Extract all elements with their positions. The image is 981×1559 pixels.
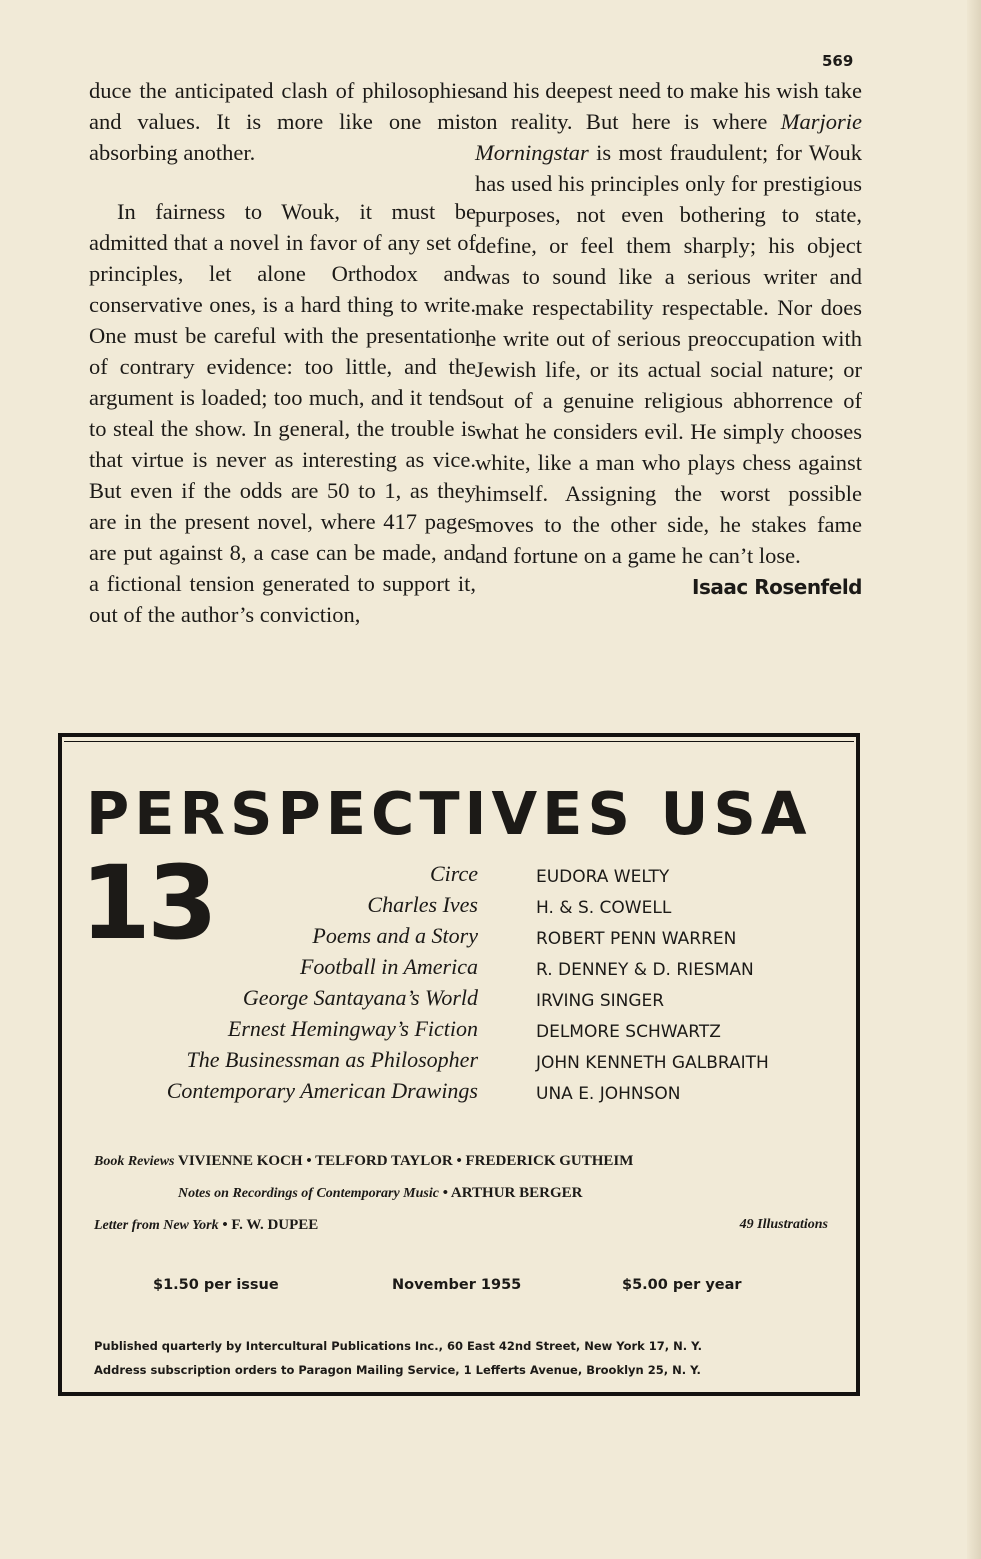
- contents-title: Contemporary American Drawings: [166, 1078, 478, 1103]
- letter-line: [94, 1217, 318, 1234]
- article-paragraph: In fairness to Wouk, it must be admitted that a novel in favor of any set of principles, let alone Orthodox and conservative ones, is a hard thing to write. One must be careful with the presentation of contrary evidence: too little, and the argument is loaded; too much, and it tends to steal the show. In general, the trouble is that virtue is never as interesting as vice. But even if the odds are 50 to 1, as they are in the present novel, where 417 pages are put against 8, a case can be made, and a fictional tension generated to support it, out of the author’s conviction,: [89, 199, 476, 627]
- page-edge: [967, 0, 981, 1559]
- author-byline: Isaac Rosenfeld: [692, 575, 862, 599]
- contents-title: Ernest Hemingway’s Fiction: [227, 1016, 478, 1041]
- book-reviews-line: [94, 1153, 633, 1170]
- contents-title: Charles Ives: [367, 892, 478, 917]
- contents-title: Poems and a Story: [312, 923, 478, 948]
- book-reviews-authors: VIVIENNE KOCH • TELFORD TAYLOR • FREDERICK GUTHEIM: [177, 1153, 634, 1169]
- notes-author: • ARTHUR BERGER: [442, 1185, 583, 1201]
- contents-author: JOHN KENNETH GALBRAITH: [536, 1053, 769, 1073]
- contents-author: R. DENNEY & D. RIESMAN: [536, 960, 754, 980]
- contents-title: Football in America: [299, 954, 478, 979]
- ad-title: PERSPECTIVES USA: [86, 779, 812, 848]
- book-title: Marjorie Morningstar: [475, 109, 862, 165]
- article-text: is most fraudulent; for Wouk has used his principles only for prestigious purposes, not even bothering to state, define, or feel them sharply; his object was to sound like a serious writer and make respectability respectable. Nor does he write out of serious preoccupation with Jewish life, or its actual social nature; or out of a genuine religious abhorrence of what he considers evil. He simply chooses white, like a man who plays chess against himself. Assigning the worst possible moves to the other side, he stakes fame and fortune on a game he can’t lose.: [475, 140, 862, 568]
- contents-author: UNA E. JOHNSON: [536, 1084, 681, 1104]
- contents-title: George Santayana’s World: [242, 985, 478, 1010]
- notes-label: Notes on Recordings of Contemporary Music: [178, 1186, 439, 1201]
- contents-author: H. & S. COWELL: [536, 898, 672, 918]
- contents-author: ROBERT PENN WARREN: [536, 929, 737, 949]
- article-paragraph: [475, 75, 862, 571]
- advertisement: [58, 733, 860, 1396]
- article-column-left: [89, 75, 476, 630]
- contents-authors: [536, 862, 846, 1110]
- contents-author: DELMORE SCHWARTZ: [536, 1022, 721, 1042]
- contents-title: Circe: [429, 861, 478, 886]
- article-paragraph: duce the anticipated clash of philosophies and values. It is more like one mist absorbing another.: [89, 78, 476, 165]
- publisher-info: [94, 1334, 834, 1382]
- illustrations-note: 49 Illustrations: [739, 1217, 828, 1232]
- issue-number: 13: [80, 844, 214, 963]
- page-number: 569: [822, 52, 854, 70]
- article-column-right: [475, 75, 862, 603]
- notes-line: [178, 1185, 582, 1202]
- article-text: and his deepest need to make his wish take on reality. But here is where: [475, 78, 862, 134]
- contents-author: IRVING SINGER: [536, 991, 665, 1011]
- publisher-line: Published quarterly by Intercultural Publications Inc., 60 East 42nd Street, New York 17, N. Y.: [94, 1339, 702, 1353]
- subscription-line: Address subscription orders to Paragon Mailing Service, 1 Lefferts Avenue, Brooklyn 25, N. Y.: [94, 1363, 701, 1377]
- issue-date: November 1955: [392, 1277, 522, 1293]
- contents-titles: [102, 858, 478, 1106]
- contents-author: EUDORA WELTY: [536, 867, 670, 887]
- price-per-year: $5.00 per year: [622, 1277, 742, 1293]
- letter-label: Letter from New York: [94, 1218, 219, 1233]
- price-per-issue: $1.50 per issue: [153, 1277, 279, 1293]
- contents-title: The Businessman as Philosopher: [186, 1047, 478, 1072]
- letter-author: • F. W. DUPEE: [222, 1217, 319, 1233]
- book-reviews-label: Book Reviews: [94, 1154, 175, 1169]
